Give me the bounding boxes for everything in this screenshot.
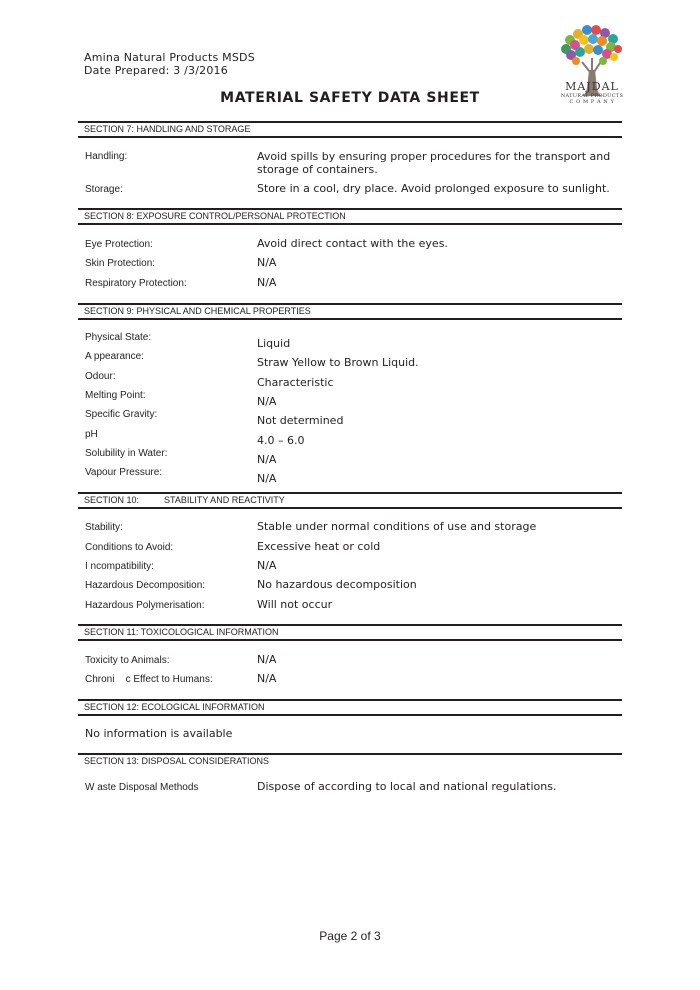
toxicity-to-animals-value: N/A [257,653,277,666]
chronic-effect-value: N/A [257,672,277,685]
handling-label: Handling: [85,151,128,162]
odour-value: Characteristic [257,376,334,389]
section-10-heading-title: STABILITY AND REACTIVITY [164,495,285,505]
odour-label: Odour: [85,371,116,382]
section-10-header [78,492,622,509]
eye-protection-label: Eye Protection: [85,239,153,250]
respiratory-protection-value: N/A [257,276,277,289]
conditions-to-avoid-label: Conditions to Avoid: [85,542,174,553]
section-7-heading: SECTION 7: HANDLING AND STORAGE [84,124,251,134]
section-8-heading: SECTION 8: EXPOSURE CONTROL/PERSONAL PROTECTION [84,211,346,221]
waste-disposal-label: W aste Disposal Methods [85,782,199,793]
conditions-to-avoid-value: Excessive heat or cold [257,540,381,553]
skin-protection-label: Skin Protection: [85,258,156,269]
melting-point-value: N/A [257,395,277,408]
stability-value: Stable under normal conditions of use and storage [257,520,537,533]
page-number: Page 2 of 3 [319,929,381,943]
solubility-label: Solubility in Water: [85,448,168,459]
section-10-heading-number: SECTION 10: [84,495,140,505]
melting-point-label: Melting Point: [85,390,146,401]
section-9-header [78,303,622,320]
section-12-header [78,699,622,716]
physical-state-value: Liquid [257,337,291,350]
incompatibility-label: I ncompatibility: [85,561,154,572]
handling-value-line-2: storage of containers. [257,163,378,176]
logo-name: MAJDAL [565,80,619,93]
chronic-effect-label: Chroni c Effect to Humans: [85,674,213,685]
section-12-heading: SECTION 12: ECOLOGICAL INFORMATION [84,702,265,712]
storage-label: Storage: [85,184,123,195]
section-9-heading: SECTION 9: PHYSICAL AND CHEMICAL PROPERTIES [84,306,311,316]
respiratory-protection-label: Respiratory Protection: [85,278,187,289]
section-8-header [78,208,622,225]
specific-gravity-value: Not determined [257,414,344,427]
section-13-header [78,753,622,769]
eye-protection-value: Avoid direct contact with the eyes. [257,237,448,250]
document-company-line: Amina Natural Products MSDS [84,51,255,64]
section-13-heading: SECTION 13: DISPOSAL CONSIDERATIONS [84,756,270,766]
vapour-pressure-label: Vapour Pressure: [85,467,163,478]
vapour-pressure-value: N/A [257,472,277,485]
section-11-heading: SECTION 11: TOXICOLOGICAL INFORMATION [84,627,279,637]
section-7-header [78,121,622,138]
appearance-label: A ppearance: [85,351,144,362]
skin-protection-value: N/A [257,256,277,269]
physical-state-label: Physical State: [85,332,152,343]
stability-label: Stability: [85,522,123,533]
section-11-header [78,624,622,641]
hazardous-decomposition-value: No hazardous decomposition [257,578,417,591]
specific-gravity-label: Specific Gravity: [85,409,158,420]
appearance-value: Straw Yellow to Brown Liquid. [257,356,419,369]
ecological-info-text: No information is available [85,727,233,740]
ph-label: pH [85,429,98,440]
logo-company: C O M P A N Y [569,99,615,105]
waste-disposal-value: Dispose of according to local and national regulations. [257,780,557,793]
logo-subtitle: NATURAL PRODUCTS [560,93,624,99]
handling-value-line-1: Avoid spills by ensuring proper procedures for the transport and [257,150,611,163]
hazardous-polymerisation-value: Will not occur [257,598,333,611]
ph-value: 4.0 – 6.0 [257,434,305,447]
storage-value: Store in a cool, dry place. Avoid prolonged exposure to sunlight. [257,182,610,195]
hazardous-decomposition-label: Hazardous Decomposition: [85,580,206,591]
date-prepared: Date Prepared: 3 /3/2016 [84,64,228,77]
toxicity-to-animals-label: Toxicity to Animals: [85,655,170,666]
hazardous-polymerisation-label: Hazardous Polymerisation: [85,600,205,611]
incompatibility-value: N/A [257,559,277,572]
solubility-value: N/A [257,453,277,466]
document-title: MATERIAL SAFETY DATA SHEET [220,90,480,106]
